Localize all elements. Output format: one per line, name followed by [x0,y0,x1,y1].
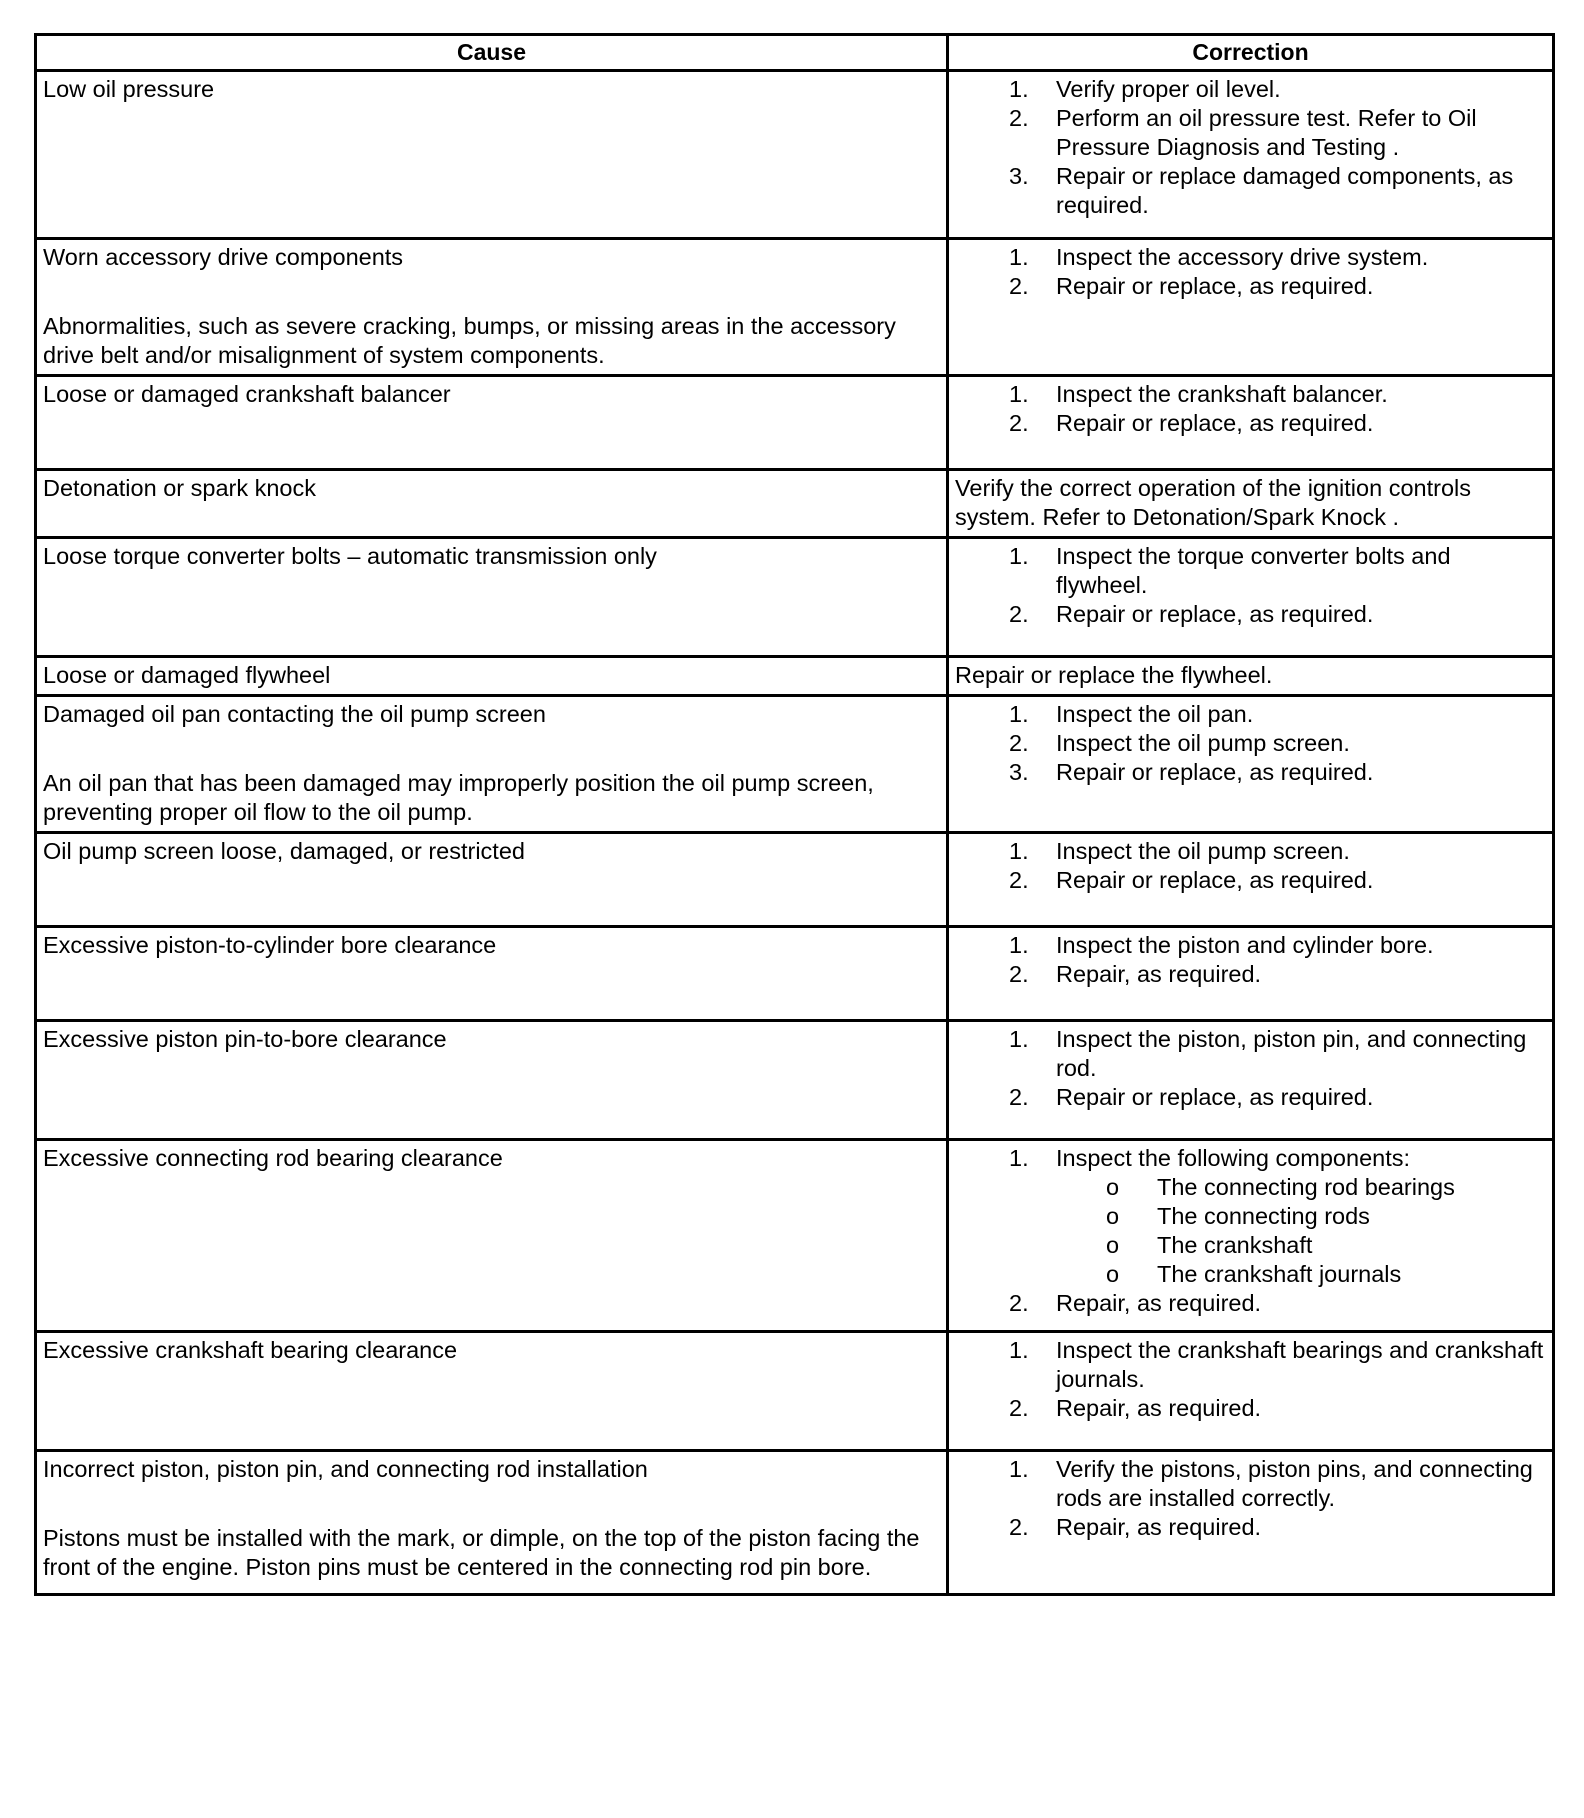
correction-cell [948,696,1554,833]
step-text: Verify the pistons, piston pins, and connecting rods are installed correctly. [1056,1456,1533,1511]
correction-step [955,1025,1546,1083]
step-text: Repair or replace, as required. [1056,867,1374,893]
correction-step [955,1336,1546,1394]
step-text: Repair or replace, as required. [1056,601,1374,627]
bullet-icon: o [1106,1203,1120,1229]
cause-cell [36,470,948,538]
correction-step [955,380,1546,409]
table-body [36,71,1554,1595]
sub-item-text: The crankshaft journals [1157,1261,1402,1287]
step-number: 1. [1009,543,1029,569]
cause-text: Excessive piston-to-cylinder bore clearance [43,932,497,958]
correction-step [955,729,1546,758]
cause-text: Loose torque converter bolts – automatic transmission only [43,543,657,569]
correction-steps [955,1455,1546,1542]
step-text: Inspect the piston, piston pin, and connecting rod. [1056,1026,1527,1081]
step-text: Inspect the crankshaft bearings and crankshaft journals. [1056,1337,1544,1392]
cause-cell [36,538,948,657]
step-number: 1. [1009,381,1029,407]
step-number: 2. [1009,730,1029,756]
correction-step [955,931,1546,960]
step-text: Inspect the oil pump screen. [1056,838,1350,864]
correction-cell [948,1332,1554,1451]
correction-steps [955,1336,1546,1423]
cause-cell [36,71,948,239]
step-text: Inspect the piston and cylinder bore. [1056,932,1434,958]
step-text: Inspect the oil pan. [1056,701,1254,727]
cause-text: Loose or damaged crankshaft balancer [43,381,451,407]
correction-steps [955,1025,1546,1112]
step-number: 2. [1009,1395,1029,1421]
sub-item-text: The crankshaft [1157,1232,1313,1258]
correction-cell [948,657,1554,696]
correction-steps [955,75,1546,220]
correction-step [955,1455,1546,1513]
step-text: Inspect the torque converter bolts and flywheel. [1056,543,1451,598]
step-number: 1. [1009,1337,1029,1363]
correction-step [955,1289,1546,1318]
correction-step [955,1083,1546,1112]
step-number: 2. [1009,867,1029,893]
cause-cell [36,927,948,1021]
sub-item-text: The connecting rod bearings [1157,1174,1455,1200]
correction-cell [948,833,1554,927]
correction-cell [948,1451,1554,1595]
correction-steps [955,380,1546,438]
step-number: 2. [1009,961,1029,987]
step-number: 1. [1009,701,1029,727]
step-number: 1. [1009,244,1029,270]
step-text: Inspect the oil pump screen. [1056,730,1350,756]
cause-cell [36,696,948,833]
step-number: 1. [1009,838,1029,864]
cause-note: Abnormalities, such as severe cracking, bumps, or missing areas in the accessory drive belt and/or misalignment of system components. [43,313,896,368]
sub-list-item [1056,1173,1546,1202]
cause-cell [36,239,948,376]
correction-cell [948,927,1554,1021]
step-text: Repair or replace, as required. [1056,1084,1374,1110]
correction-cell [948,1140,1554,1332]
bullet-icon: o [1106,1174,1120,1200]
table-row [36,538,1554,657]
step-text: Repair, as required. [1056,1514,1262,1540]
correction-step [955,1394,1546,1423]
correction-steps [955,243,1546,301]
cause-cell [36,657,948,696]
cause-note: An oil pan that has been damaged may improperly position the oil pump screen, preventing proper oil flow to the oil pump. [43,770,874,825]
table-row [36,239,1554,376]
cause-note: Pistons must be installed with the mark, or dimple, on the top of the piston facing the front of the engine. Piston pins must be centered in the connecting rod pin bore. [43,1525,920,1580]
cause-text: Excessive connecting rod bearing clearance [43,1145,503,1171]
step-number: 1. [1009,1026,1029,1052]
cause-text: Low oil pressure [43,76,215,102]
correction-header: Correction [948,35,1554,71]
step-text: Repair, as required. [1056,961,1262,987]
step-number: 2. [1009,1290,1029,1316]
correction-cell [948,538,1554,657]
correction-cell [948,239,1554,376]
correction-step [955,75,1546,104]
correction-step [955,243,1546,272]
step-text: Inspect the accessory drive system. [1056,244,1429,270]
cause-cell [36,1332,948,1451]
correction-step [955,1144,1546,1289]
correction-step [955,700,1546,729]
step-number: 1. [1009,76,1029,102]
diagnostic-table [34,33,1555,1596]
cause-cell [36,1451,948,1595]
correction-step [955,542,1546,600]
correction-text: Verify the correct operation of the ignition controls system. Refer to Detonation/Spark Knock . [955,475,1471,530]
table-row [36,833,1554,927]
correction-steps [955,542,1546,629]
table-row [36,696,1554,833]
cause-cell [36,833,948,927]
step-text: Repair or replace, as required. [1056,273,1374,299]
cause-text: Worn accessory drive components [43,244,404,270]
sub-list [1056,1173,1546,1289]
cause-text: Excessive crankshaft bearing clearance [43,1337,458,1363]
step-number: 2. [1009,601,1029,627]
sub-list-item [1056,1202,1546,1231]
sub-list-item [1056,1260,1546,1289]
correction-cell [948,71,1554,239]
step-text: Repair, as required. [1056,1290,1262,1316]
step-text: Repair or replace, as required. [1056,410,1374,436]
correction-steps [955,837,1546,895]
step-number: 1. [1009,1145,1029,1171]
step-number: 1. [1009,932,1029,958]
step-text: Repair, as required. [1056,1395,1262,1421]
cause-header: Cause [36,35,948,71]
correction-step [955,866,1546,895]
correction-step [955,104,1546,162]
step-number: 2. [1009,1084,1029,1110]
correction-step [955,162,1546,220]
step-number: 2. [1009,105,1029,131]
correction-cell [948,1021,1554,1140]
cause-cell [36,376,948,470]
cause-text: Excessive piston pin-to-bore clearance [43,1026,447,1052]
step-number: 1. [1009,1456,1029,1482]
table-row [36,71,1554,239]
bullet-icon: o [1106,1261,1120,1287]
table-row [36,657,1554,696]
correction-step [955,837,1546,866]
table-row [36,1140,1554,1332]
header-row [36,35,1554,71]
correction-cell [948,470,1554,538]
correction-steps [955,700,1546,787]
table-row [36,1332,1554,1451]
cause-text: Incorrect piston, piston pin, and connecting rod installation [43,1456,648,1482]
correction-steps [955,931,1546,989]
step-text: Verify proper oil level. [1056,76,1281,102]
bullet-icon: o [1106,1232,1120,1258]
step-number: 2. [1009,273,1029,299]
cause-cell [36,1140,948,1332]
correction-step [955,600,1546,629]
table-row [36,1451,1554,1595]
step-number: 2. [1009,410,1029,436]
cause-text: Damaged oil pan contacting the oil pump screen [43,701,546,727]
cause-cell [36,1021,948,1140]
step-text: Repair or replace, as required. [1056,759,1374,785]
step-number: 2. [1009,1514,1029,1540]
step-text: Inspect the crankshaft balancer. [1056,381,1388,407]
correction-step [955,960,1546,989]
correction-step [955,758,1546,787]
step-number: 3. [1009,163,1029,189]
correction-steps [955,1144,1546,1318]
correction-step [955,409,1546,438]
step-text: Repair or replace damaged components, as required. [1056,163,1514,218]
table-row [36,927,1554,1021]
step-text: Perform an oil pressure test. Refer to Oil Pressure Diagnosis and Testing . [1056,105,1477,160]
correction-text: Repair or replace the flywheel. [955,662,1273,688]
correction-step [955,272,1546,301]
cause-text: Detonation or spark knock [43,475,317,501]
sub-item-text: The connecting rods [1157,1203,1370,1229]
table-row [36,376,1554,470]
cause-text: Oil pump screen loose, damaged, or restricted [43,838,525,864]
table-row [36,1021,1554,1140]
cause-text: Loose or damaged flywheel [43,662,331,688]
table-row [36,470,1554,538]
sub-list-item [1056,1231,1546,1260]
step-text: Inspect the following components: [1056,1145,1411,1171]
step-number: 3. [1009,759,1029,785]
correction-cell [948,376,1554,470]
correction-step [955,1513,1546,1542]
